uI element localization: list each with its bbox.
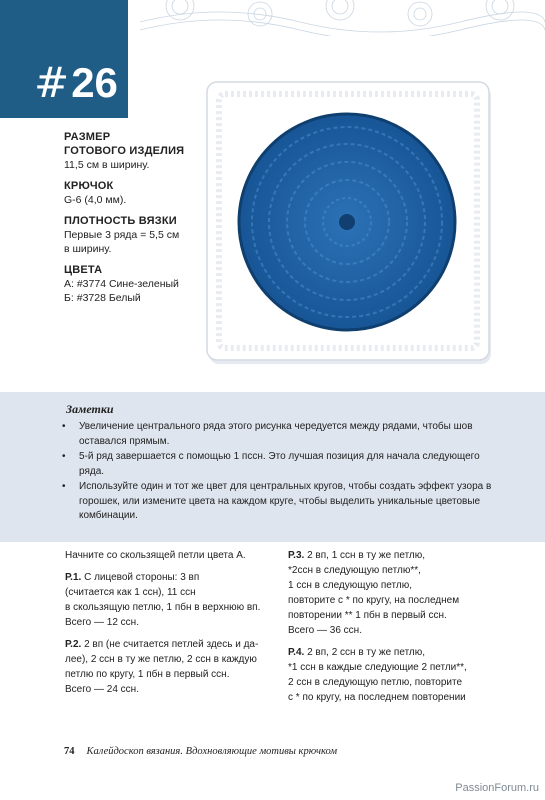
row-label: Р.1. <box>65 572 82 583</box>
row-label: Р.2. <box>65 639 82 650</box>
spec-heading: КРЮЧОК <box>64 180 114 192</box>
page-number: 74 <box>64 746 75 757</box>
watermark: PassionForum.ru <box>455 782 539 794</box>
specs-block <box>64 130 214 312</box>
pattern-number-value: 26 <box>71 59 118 106</box>
instruction-paragraph <box>65 637 280 697</box>
spec-hook <box>64 179 214 207</box>
spec-heading: ПЛОТНОСТЬ ВЯЗКИ <box>64 215 177 227</box>
crochet-square-photo <box>205 80 495 370</box>
notes-list <box>62 420 502 525</box>
pattern-number: #26 <box>34 58 118 107</box>
pattern-number-badge <box>0 0 128 118</box>
spec-value: G-6 (4,0 мм). <box>64 194 127 206</box>
instruction-paragraph <box>65 570 280 630</box>
spec-value: Первые 3 ряда = 5,5 см в ширину. <box>64 229 180 255</box>
spec-size <box>64 130 214 172</box>
notes-title: Заметки <box>66 402 114 416</box>
row-label: Р.4. <box>288 647 305 658</box>
instructions-left-column <box>65 548 280 704</box>
instruction-paragraph <box>65 548 280 563</box>
list-item: • Увеличение центрального ряда этого рисунка чередуется между рядами, чтобы шов оставался прямым. <box>62 420 502 449</box>
spec-value: А: #3774 Сине-зеленый Б: #3728 Белый <box>64 278 179 304</box>
instructions-right-column <box>288 548 488 712</box>
book-title: Калейдоскоп вязания. Вдохновляющие мотивы крючком <box>86 746 338 757</box>
instruction-paragraph <box>288 645 488 705</box>
spec-gauge <box>64 214 214 256</box>
row-text: 2 вп, 1 ссн в ту же петлю, *2ссн в следующую петлю**, 1 ссн в следующую петлю, повторите с * по кругу, на последнем повторении ** 1 пбн в первый ссн. Всего — 36 ссн. <box>288 550 460 636</box>
list-item: • 5-й ряд завершается с помощью 1 пссн. Это лучшая позиция для начала следующего ряда. <box>62 450 502 479</box>
spec-colors <box>64 263 214 305</box>
row-text: 2 вп (не считается петлей здесь и да- лее), 2 ссн в ту же петлю, 2 ссн в каждую петлю по кругу, 1 пбн в первый ссн. Всего — 24 ссн. <box>65 639 259 695</box>
row-text: 2 вп, 2 ссн в ту же петлю, *1 ссн в каждые следующие 2 петли**, 2 ссн в следующую петлю, повторите с * по кругу, на последнем повторении <box>288 647 467 703</box>
page-footer <box>64 746 337 757</box>
row-text: Начните со скользящей петли цвета А. <box>65 550 246 561</box>
spec-value: 11,5 см в ширину. <box>64 159 150 171</box>
list-item: • Используйте один и тот же цвет для центральных кругов, чтобы создать эффект узора в горошек, или измените цвета на каждом круге, чтобы выделить уникальные цветовые комбинации. <box>62 480 502 524</box>
row-label: Р.3. <box>288 550 305 561</box>
spec-heading: ЦВЕТА <box>64 264 103 276</box>
spec-heading: РАЗМЕР ГОТОВОГО ИЗДЕЛИЯ <box>64 131 185 157</box>
row-text: С лицевой стороны: 3 вп (считается как 1 ссн), 11 ссн в скользящую петлю, 1 пбн в верхнюю вп. Всего — 12 ссн. <box>65 572 261 628</box>
instruction-paragraph <box>288 548 488 638</box>
